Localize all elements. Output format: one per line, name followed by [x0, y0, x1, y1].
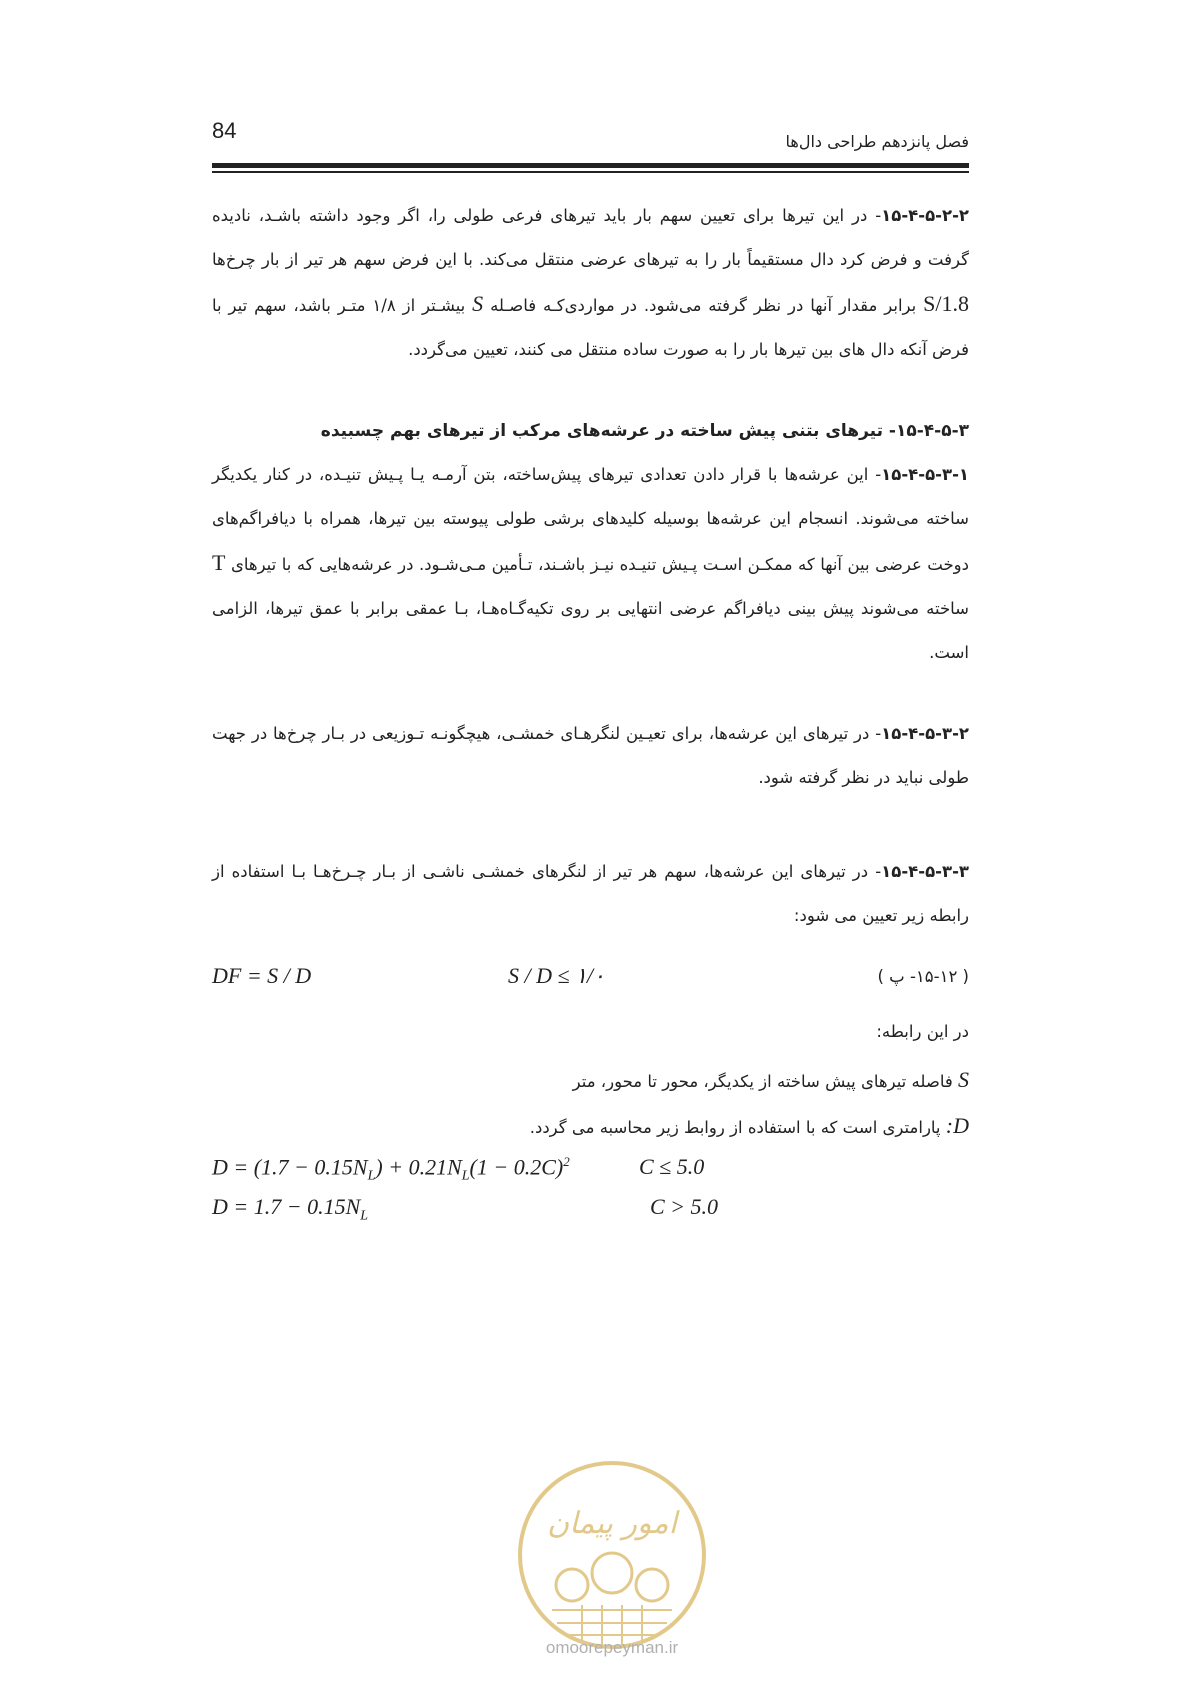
paragraph-text: - در تیرهای این عرشه‌ها، برای تعیـین لنگرهـای خمشـی، هیچگونـه تـوزیعی در بـار چرخ‌ها در جهت طولی نباید در نظر گرفته شود. [212, 724, 969, 787]
formula-1-condition: C ≤ 5.0 [639, 1154, 705, 1179]
paragraph-2-2 [212, 194, 969, 372]
paragraph-text: ساخته می‌شوند پیش بینی دیافراگم عرضی انتهایی بر روی تکیه‌گـاه‌هـا، بـا عمقی برابر با عمق تیرها، الزامی است. [212, 599, 969, 662]
symbol-s: S [958, 1067, 969, 1092]
equation-row [212, 963, 969, 997]
formula-2-condition: C > 5.0 [650, 1194, 719, 1219]
definition-s [212, 1060, 969, 1102]
section-heading-3: ۱۵-۴-۵-۳- تیرهای بتنی پیش ساخته در عرشه‌های مرکب از تیرهای بهم چسبیده [320, 421, 969, 441]
equation-label: ( ۱۵-۱۲- پ ) [877, 967, 969, 986]
section-number: ۱۵-۴-۵-۳-۱ [881, 465, 969, 484]
header-rule-thin [212, 171, 969, 173]
page-header [212, 118, 969, 166]
section-number: ۱۵-۴-۵-۲-۲ [881, 206, 969, 225]
paragraph-3-1 [212, 453, 969, 675]
where-label: در این رابطه: [876, 1022, 969, 1041]
definition-text: فاصله تیرهای پیش ساخته از یکدیگر، محور تا محور، متر [572, 1072, 953, 1091]
logo-script: امور پیمان [547, 1506, 677, 1541]
page-number: 84 [212, 118, 237, 143]
paragraph-3-2 [212, 712, 969, 800]
header-rule-thick [212, 163, 969, 168]
watermark-logo [512, 1455, 712, 1655]
chapter-title: فصل پانزدهم طراحی دال‌ها [785, 132, 969, 151]
watermark-text: omoorepeyman.ir [545, 1638, 679, 1657]
variable-t: T [212, 550, 226, 575]
section-number: ۱۵-۴-۵-۳-۲ [881, 724, 969, 743]
equation-main: DF = S / D [212, 963, 312, 988]
definition-d [212, 1106, 969, 1148]
paragraph-text: - این عرشه‌ها با قرار دادن تعدادی تیرهای پیش‌ساخته، بتن آرمـه یـا پـیش تنیـده، در کنار یکدیگر ساخته می‌شوند. انسجام این عرشه‌ها بوسیله کلیدهای برشی طولی پیوسته بین تیرها، همراه با دیافراگم‌های دوخت عرضی بین آنها که ممکـن اسـت پـیش تنیـده نیـز باشـند، تـأمین مـی‌شـود. در عرشه‌هایی که با تیرهای [212, 465, 969, 574]
formula-row-2 [212, 1194, 772, 1228]
formula-row-1 [212, 1154, 772, 1188]
symbol-d: D: [945, 1113, 969, 1138]
variable-s: S [472, 291, 484, 316]
formula-1: $D = (1.7 - 0.15N_L) + 0.21N_L(1 - 0.2C)^2$ [212, 1154, 570, 1184]
paragraph-3-3 [212, 850, 969, 938]
section-number: ۱۵-۴-۵-۳-۳ [881, 862, 969, 881]
inline-formula: S/1.8 [923, 291, 969, 316]
equation-condition: S / D ≤ ۱/۰ [508, 963, 605, 988]
formula-2: $D = 1.7 - 0.15N_L$ [212, 1194, 369, 1224]
paragraph-text: بیشـتر از ۱/۸ متـر باشد، سهم تیر با فرض آنکه دال های بین تیرها بار را به صورت ساده منتقل می کنند، تعیین می‌گردد. [212, 296, 969, 359]
definition-text: پارامتری است که با استفاده از روابط زیر محاسبه می گردد. [529, 1118, 941, 1137]
paragraph-text: - در این تیرها برای تعیین سهم بار باید تیرهای فرعی طولی را، اگر وجود داشته باشـد، نادیده گرفت و فرض کرد دال مستقیماً بار را به تیرهای عرضی منتقل می‌کند. با این فرض سهم هر تیر از بار چرخ‌ها [212, 206, 969, 269]
paragraph-text: برابر مقدار آنها در نظر گرفته می‌شود. در مواردی‌کـه فاصـله [490, 296, 917, 315]
paragraph-text: - در تیرهای این عرشه‌ها، سهم هر تیر از لنگرهای خمشـی ناشـی از بـار چـرخ‌هـا بـا استفاده از رابطه زیر تعیین می شود: [212, 862, 969, 925]
